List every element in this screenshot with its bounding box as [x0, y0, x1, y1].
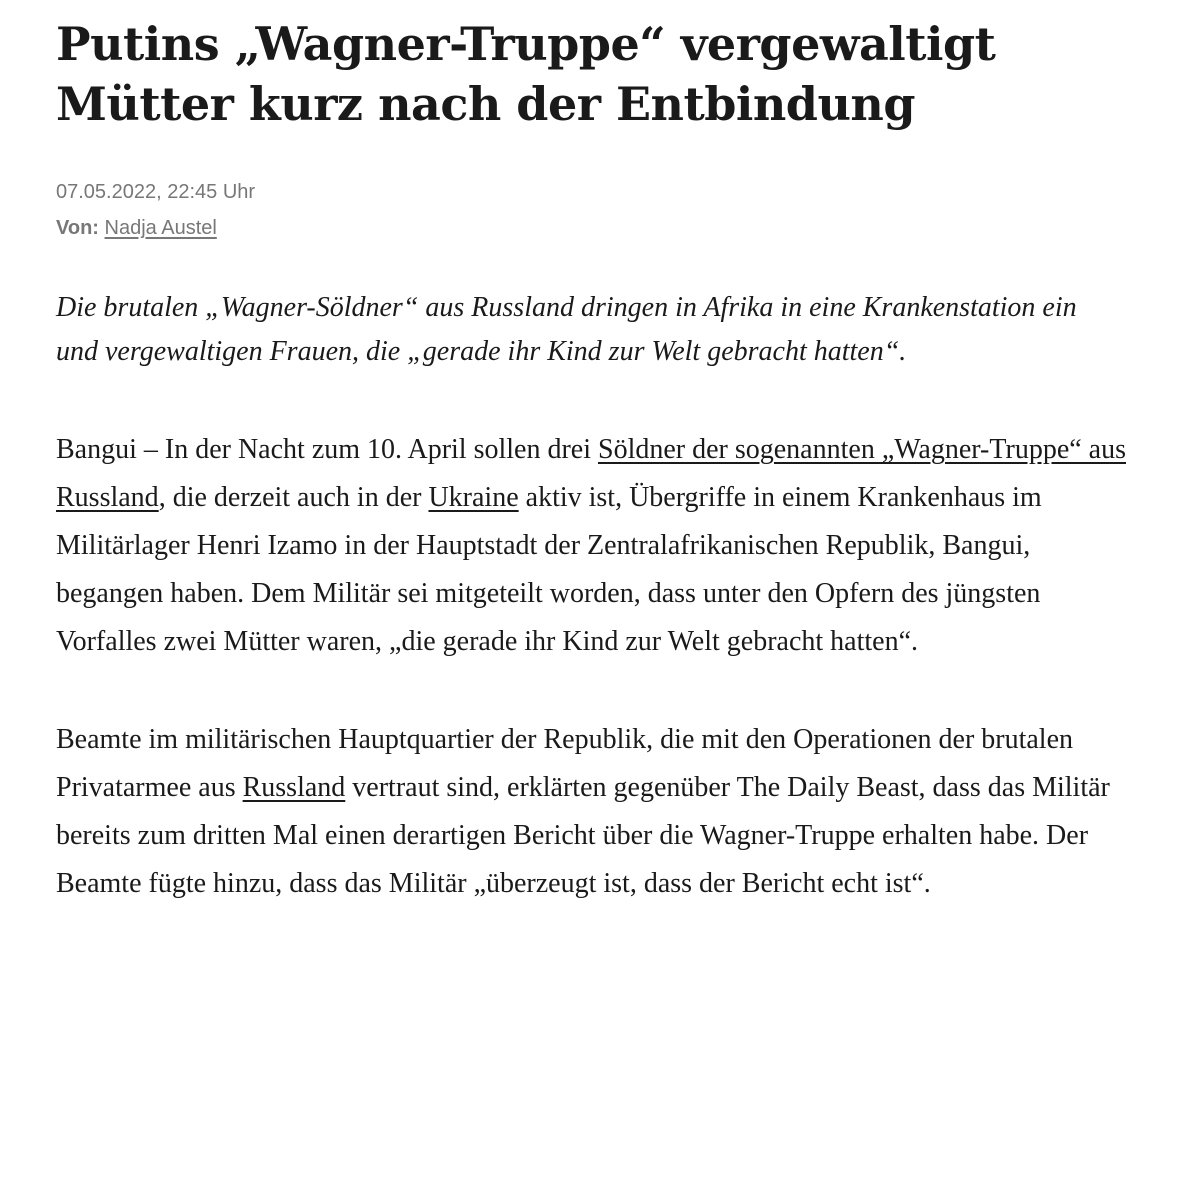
article: [56, 0, 1146, 908]
article-lead: Die brutalen „Wagner-Söldner“ aus Russland dringen in Afrika in eine Krankenstation ein und vergewaltigen Frauen, die „gerade ihr Kind zur Welt gebracht hatten“.: [56, 292, 1077, 367]
paragraph-1-text-1: Bangui – In der Nacht zum 10. April sollen drei: [56, 434, 598, 465]
paragraph-2: [56, 716, 1126, 908]
publish-date: 07.05.2022, 22:45 Uhr: [56, 181, 256, 203]
headline: Putins „Wagner-Truppe“ vergewaltigt Mütter kurz nach der Entbindung: [56, 17, 996, 131]
paragraph-2-text-1: Beamte im militärischen Hauptquartier der Republik, die mit den Operationen der brutalen Privatarmee aus: [56, 724, 1074, 803]
ukraine-link[interactable]: Ukraine: [428, 482, 519, 513]
paragraph-1-text-3: aktiv ist, Übergriffe in einem Krankenhaus im Militärlager Henri Izamo in der Hauptstadt der Zentralafrikanischen Republik, Bangui, begangen haben. Dem Militär sei mitgeteilt worden, dass unter den Opfern des jüngsten Vorfalles zwei Mütter waren, „die gerade ihr Kind zur Welt gebracht hatten“.: [56, 482, 1042, 657]
paragraph-1: [56, 426, 1126, 666]
russland-link[interactable]: Russland: [242, 772, 346, 803]
wagner-mercenaries-link[interactable]: Söldner der sogenannten „Wagner-Truppe“ aus Russland: [56, 434, 1126, 513]
paragraph-1-text-2: , die derzeit auch in der: [158, 482, 429, 513]
byline: [56, 214, 1146, 242]
article-meta: [56, 178, 1146, 242]
paragraph-2-text-2: vertraut sind, erklärten gegenüber The Daily Beast, dass das Militär bereits zum dritten Mal einen derartigen Bericht über die Wagner-Truppe erhalten habe. Der Beamte fügte hinzu, dass das Militär „überzeugt ist, dass der Bericht echt ist“.: [56, 772, 1110, 899]
author-link[interactable]: Nadja Austel: [104, 217, 217, 239]
byline-label: Von:: [56, 217, 99, 239]
